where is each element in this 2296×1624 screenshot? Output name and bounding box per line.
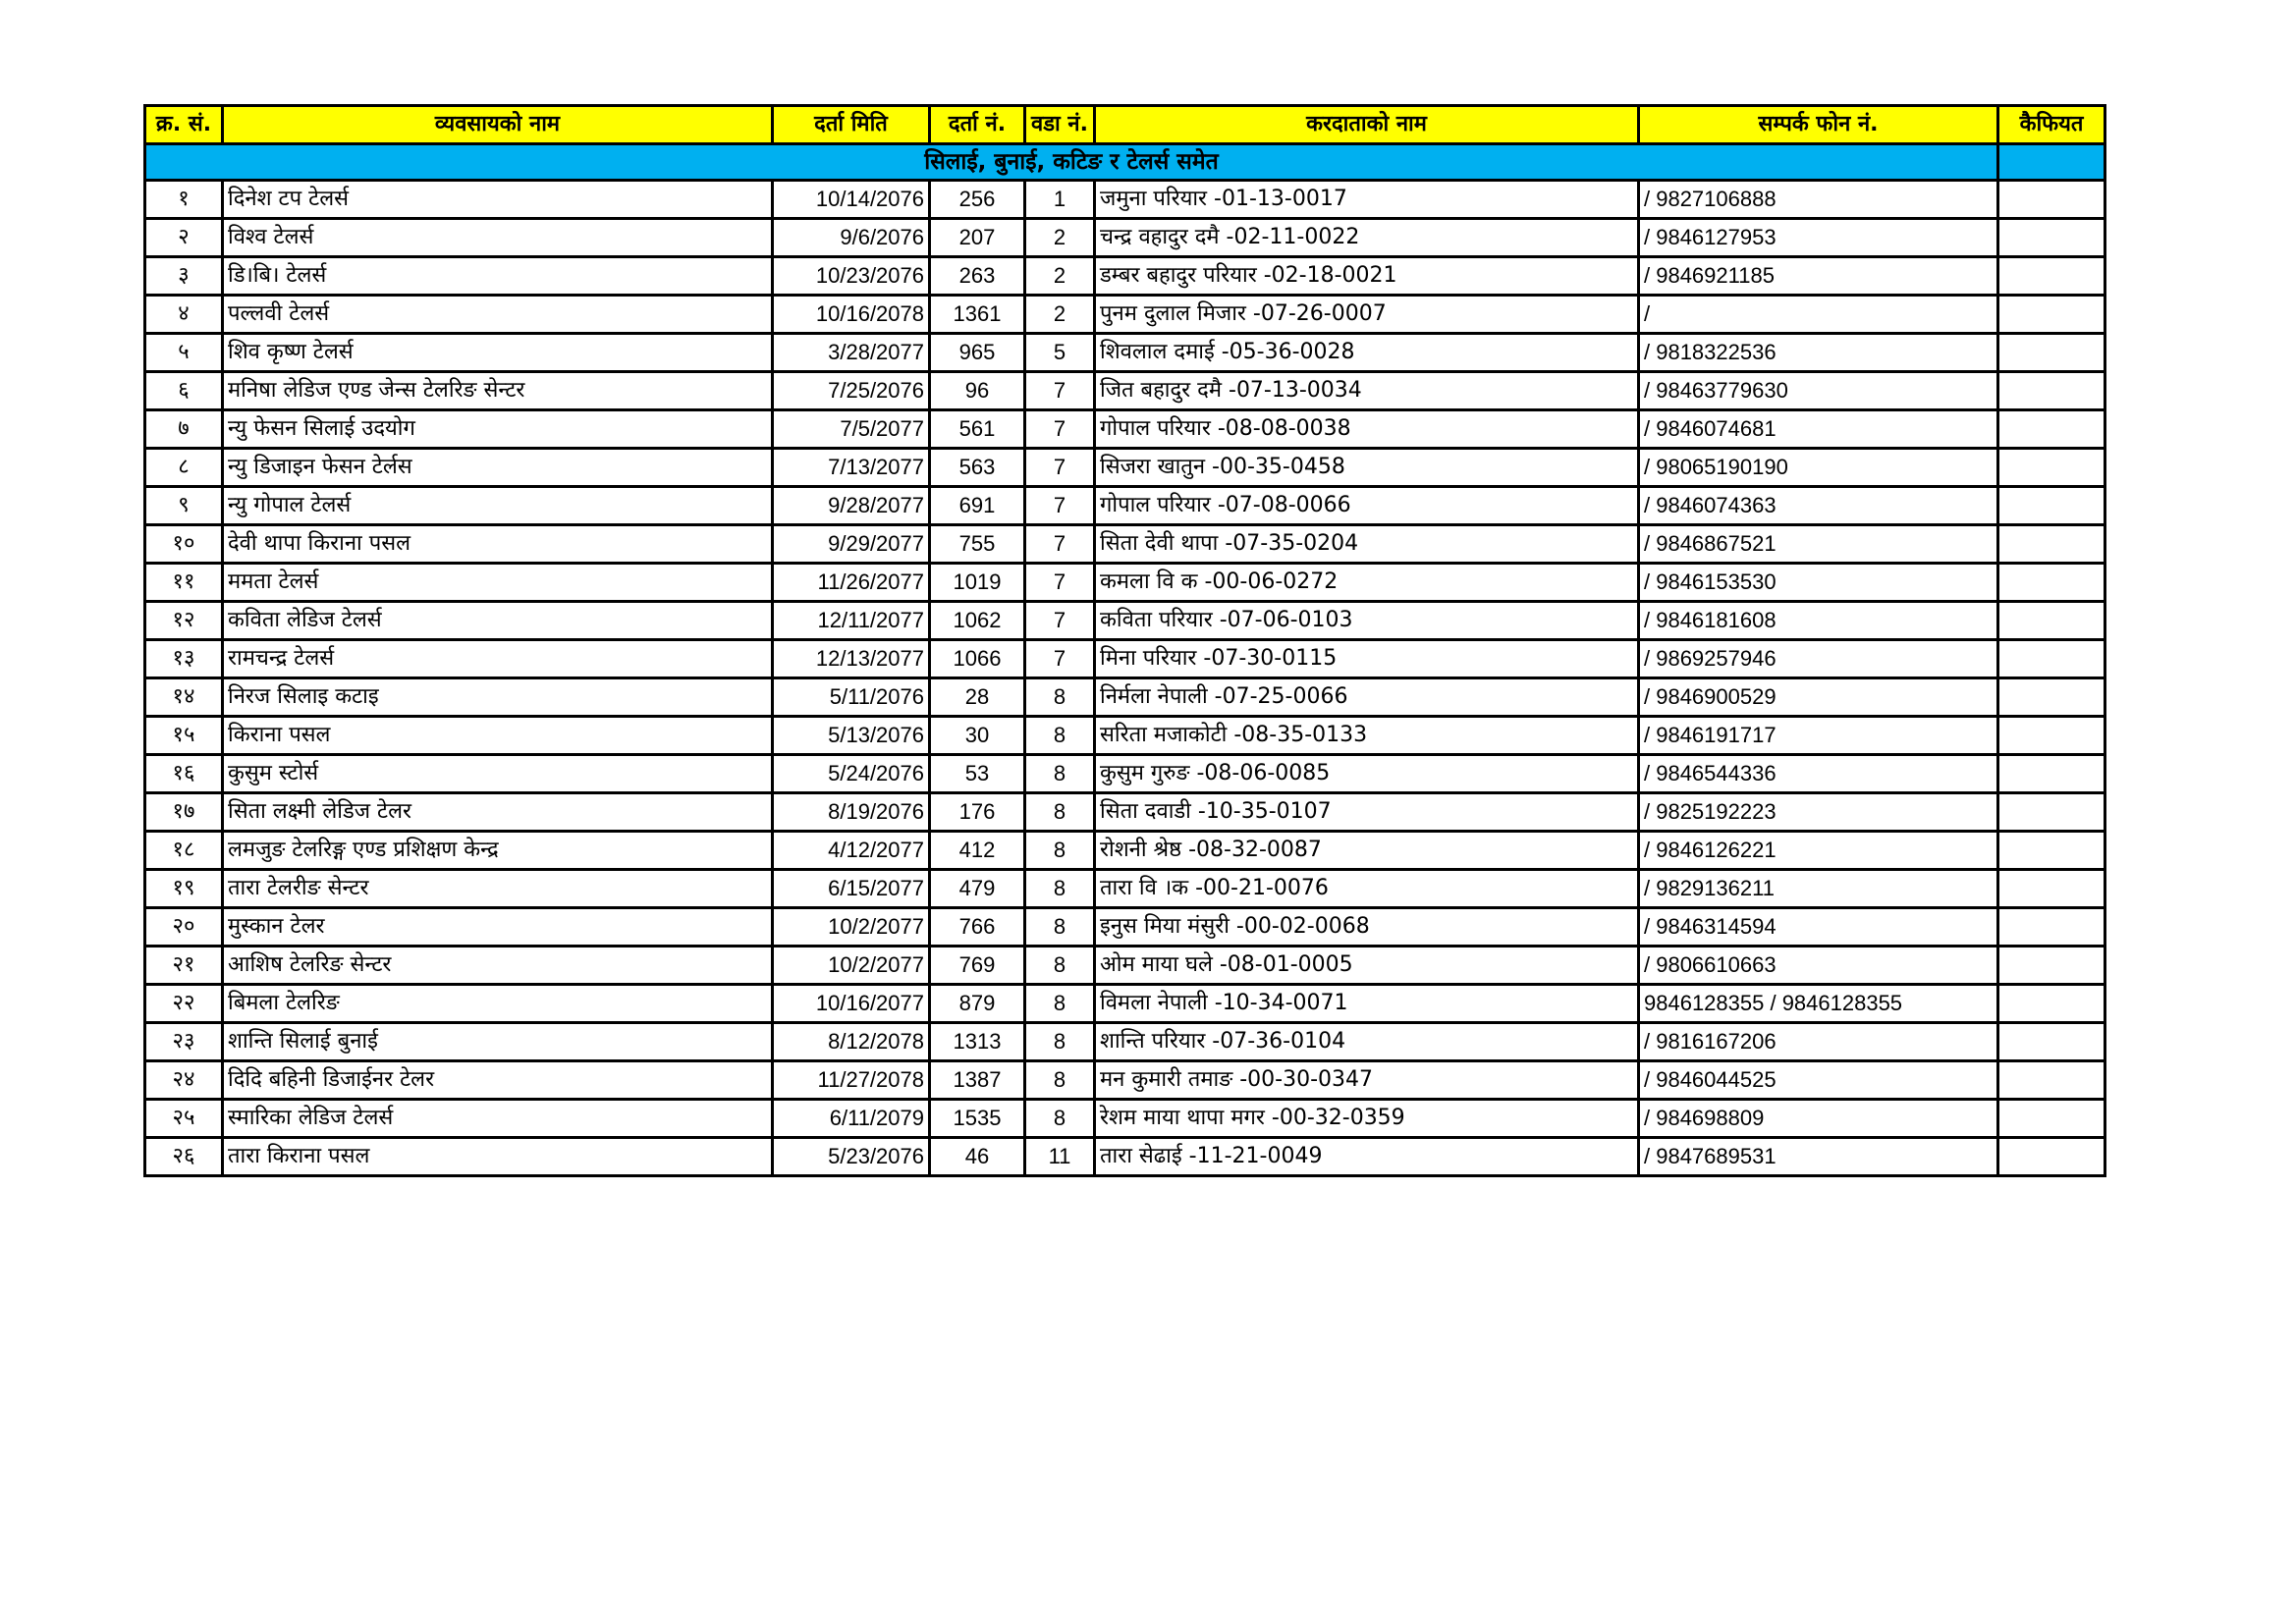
cell-ward-number: 2 [1025, 219, 1095, 257]
cell-remarks [1998, 908, 2105, 947]
table-row [145, 564, 2105, 602]
cell-taxpayer-name: विमला नेपाली -10-34-0071 [1095, 985, 1639, 1023]
cell-serial-number: ११ [145, 564, 223, 602]
cell-contact-phone: / 9825192223 [1639, 793, 1998, 832]
cell-taxpayer-name: जमुना परियार -01-13-0017 [1095, 181, 1639, 219]
table-row [145, 181, 2105, 219]
cell-registration-date: 10/2/2077 [773, 908, 930, 947]
cell-ward-number: 8 [1025, 1023, 1095, 1061]
cell-business-name: लमजुङ टेलरिङ्ग एण्ड प्रशिक्षण केन्द्र [223, 832, 773, 870]
cell-business-name: न्यु डिजाइन फेसन टेर्लस [223, 449, 773, 487]
cell-serial-number: २४ [145, 1061, 223, 1100]
cell-remarks [1998, 334, 2105, 372]
cell-ward-number: 7 [1025, 410, 1095, 449]
cell-serial-number: १९ [145, 870, 223, 908]
cell-registration-date: 9/29/2077 [773, 525, 930, 564]
cell-contact-phone: / 9818322536 [1639, 334, 1998, 372]
cell-serial-number: १७ [145, 793, 223, 832]
table-row [145, 985, 2105, 1023]
cell-remarks [1998, 257, 2105, 296]
header-contact-phone: सम्पर्क फोन नं. [1639, 106, 1998, 144]
cell-remarks [1998, 372, 2105, 410]
cell-registration-date: 12/13/2077 [773, 640, 930, 678]
section-blank-cell [1998, 144, 2105, 181]
cell-registration-date: 11/26/2077 [773, 564, 930, 602]
cell-taxpayer-name: शान्ति परियार -07-36-0104 [1095, 1023, 1639, 1061]
cell-registration-date: 7/25/2076 [773, 372, 930, 410]
cell-remarks [1998, 1023, 2105, 1061]
cell-ward-number: 8 [1025, 717, 1095, 755]
cell-contact-phone: / 9846314594 [1639, 908, 1998, 947]
cell-taxpayer-name: रोशनी श्रेष्ठ -08-32-0087 [1095, 832, 1639, 870]
cell-remarks [1998, 296, 2105, 334]
cell-taxpayer-name: पुनम दुलाल मिजार -07-26-0007 [1095, 296, 1639, 334]
cell-serial-number: ९ [145, 487, 223, 525]
cell-ward-number: 7 [1025, 602, 1095, 640]
table-row [145, 525, 2105, 564]
cell-remarks [1998, 947, 2105, 985]
cell-contact-phone: / 9827106888 [1639, 181, 1998, 219]
cell-business-name: मुस्कान टेलर [223, 908, 773, 947]
cell-business-name: न्यु फेसन सिलाई उदयोग [223, 410, 773, 449]
cell-registration-number: 1019 [930, 564, 1025, 602]
cell-registration-date: 10/2/2077 [773, 947, 930, 985]
cell-taxpayer-name: कविता परियार -07-06-0103 [1095, 602, 1639, 640]
cell-ward-number: 7 [1025, 525, 1095, 564]
cell-remarks [1998, 640, 2105, 678]
cell-business-name: दिदि बहिनी डिजाईनर टेलर [223, 1061, 773, 1100]
cell-contact-phone: / 9846191717 [1639, 717, 1998, 755]
cell-ward-number: 2 [1025, 257, 1095, 296]
cell-registration-date: 8/19/2076 [773, 793, 930, 832]
cell-serial-number: ७ [145, 410, 223, 449]
cell-contact-phone: / 9846074363 [1639, 487, 1998, 525]
cell-registration-date: 11/27/2078 [773, 1061, 930, 1100]
cell-business-name: देवी थापा किराना पसल [223, 525, 773, 564]
cell-contact-phone: / 9846044525 [1639, 1061, 1998, 1100]
cell-remarks [1998, 181, 2105, 219]
cell-remarks [1998, 717, 2105, 755]
cell-registration-number: 1313 [930, 1023, 1025, 1061]
cell-registration-number: 1387 [930, 1061, 1025, 1100]
cell-business-name: शिव कृष्ण टेलर्स [223, 334, 773, 372]
table-row [145, 219, 2105, 257]
cell-registration-number: 965 [930, 334, 1025, 372]
cell-registration-date: 9/6/2076 [773, 219, 930, 257]
cell-taxpayer-name: निर्मला नेपाली -07-25-0066 [1095, 678, 1639, 717]
header-row [145, 106, 2105, 144]
cell-registration-number: 1066 [930, 640, 1025, 678]
cell-remarks [1998, 602, 2105, 640]
cell-ward-number: 8 [1025, 1100, 1095, 1138]
table-row [145, 678, 2105, 717]
cell-registration-number: 256 [930, 181, 1025, 219]
table-row [145, 793, 2105, 832]
table-row [145, 717, 2105, 755]
cell-registration-number: 879 [930, 985, 1025, 1023]
cell-taxpayer-name: गोपाल परियार -08-08-0038 [1095, 410, 1639, 449]
section-row [145, 144, 2105, 181]
cell-serial-number: २५ [145, 1100, 223, 1138]
cell-remarks [1998, 870, 2105, 908]
cell-remarks [1998, 985, 2105, 1023]
cell-business-name: कुसुम स्टोर्स [223, 755, 773, 793]
cell-ward-number: 8 [1025, 678, 1095, 717]
cell-contact-phone: 9846128355 / 9846128355 [1639, 985, 1998, 1023]
cell-taxpayer-name: इनुस मिया मंसुरी -00-02-0068 [1095, 908, 1639, 947]
cell-contact-phone: / 9829136211 [1639, 870, 1998, 908]
cell-business-name: आशिष टेलरिङ सेन्टर [223, 947, 773, 985]
cell-ward-number: 8 [1025, 755, 1095, 793]
cell-serial-number: १ [145, 181, 223, 219]
cell-serial-number: २० [145, 908, 223, 947]
cell-serial-number: ५ [145, 334, 223, 372]
cell-taxpayer-name: चन्द्र वहादुर दमै -02-11-0022 [1095, 219, 1639, 257]
cell-remarks [1998, 487, 2105, 525]
cell-remarks [1998, 219, 2105, 257]
cell-business-name: तारा टेलरीङ सेन्टर [223, 870, 773, 908]
cell-contact-phone: / 9846126221 [1639, 832, 1998, 870]
cell-serial-number: १८ [145, 832, 223, 870]
cell-registration-number: 96 [930, 372, 1025, 410]
cell-registration-date: 6/15/2077 [773, 870, 930, 908]
cell-registration-number: 1535 [930, 1100, 1025, 1138]
cell-contact-phone: / 9816167206 [1639, 1023, 1998, 1061]
header-taxpayer-name: करदाताको नाम [1095, 106, 1639, 144]
cell-taxpayer-name: जित बहादुर दमै -07-13-0034 [1095, 372, 1639, 410]
cell-remarks [1998, 832, 2105, 870]
cell-taxpayer-name: रेशम माया थापा मगर -00-32-0359 [1095, 1100, 1639, 1138]
cell-ward-number: 7 [1025, 487, 1095, 525]
cell-business-name: पल्लवी टेलर्स [223, 296, 773, 334]
header-remarks: कैफियत [1998, 106, 2105, 144]
cell-registration-date: 6/11/2079 [773, 1100, 930, 1138]
cell-contact-phone: / 9846153530 [1639, 564, 1998, 602]
cell-registration-date: 12/11/2077 [773, 602, 930, 640]
cell-registration-number: 263 [930, 257, 1025, 296]
cell-remarks [1998, 1100, 2105, 1138]
cell-registration-number: 412 [930, 832, 1025, 870]
cell-serial-number: १५ [145, 717, 223, 755]
cell-remarks [1998, 525, 2105, 564]
cell-business-name: दिनेश टप टेलर्स [223, 181, 773, 219]
cell-contact-phone: / 9846181608 [1639, 602, 1998, 640]
table-row [145, 372, 2105, 410]
cell-registration-date: 10/16/2077 [773, 985, 930, 1023]
cell-business-name: तारा किराना पसल [223, 1138, 773, 1176]
cell-registration-date: 5/23/2076 [773, 1138, 930, 1176]
header-registration-number: दर्ता नं. [930, 106, 1025, 144]
cell-taxpayer-name: शिवलाल दमाई -05-36-0028 [1095, 334, 1639, 372]
cell-registration-number: 53 [930, 755, 1025, 793]
table-header [145, 106, 2105, 144]
cell-ward-number: 8 [1025, 985, 1095, 1023]
cell-registration-date: 5/11/2076 [773, 678, 930, 717]
cell-business-name: विश्व टेलर्स [223, 219, 773, 257]
cell-business-name: किराना पसल [223, 717, 773, 755]
cell-registration-number: 1361 [930, 296, 1025, 334]
cell-contact-phone: / 9846900529 [1639, 678, 1998, 717]
cell-business-name: सिता लक्ष्मी लेडिज टेलर [223, 793, 773, 832]
cell-registration-date: 5/13/2076 [773, 717, 930, 755]
header-ward-number: वडा नं. [1025, 106, 1095, 144]
cell-taxpayer-name: मन कुमारी तमाङ -00-30-0347 [1095, 1061, 1639, 1100]
table-body [145, 144, 2105, 1176]
table-row [145, 257, 2105, 296]
cell-registration-date: 10/23/2076 [773, 257, 930, 296]
table-row [145, 1023, 2105, 1061]
cell-remarks [1998, 449, 2105, 487]
cell-serial-number: २६ [145, 1138, 223, 1176]
cell-business-name: मनिषा लेडिज एण्ड जेन्स टेलरिङ सेन्टर [223, 372, 773, 410]
cell-registration-number: 479 [930, 870, 1025, 908]
cell-business-name: स्मारिका लेडिज टेलर्स [223, 1100, 773, 1138]
cell-registration-number: 1062 [930, 602, 1025, 640]
cell-serial-number: ६ [145, 372, 223, 410]
cell-registration-number: 766 [930, 908, 1025, 947]
cell-remarks [1998, 564, 2105, 602]
cell-registration-date: 9/28/2077 [773, 487, 930, 525]
cell-business-name: ममता टेलर्स [223, 564, 773, 602]
cell-registration-number: 207 [930, 219, 1025, 257]
cell-contact-phone: / 9846867521 [1639, 525, 1998, 564]
cell-ward-number: 11 [1025, 1138, 1095, 1176]
cell-serial-number: ४ [145, 296, 223, 334]
cell-registration-date: 10/16/2078 [773, 296, 930, 334]
cell-registration-number: 176 [930, 793, 1025, 832]
cell-business-name: रामचन्द्र टेलर्स [223, 640, 773, 678]
cell-registration-number: 30 [930, 717, 1025, 755]
cell-ward-number: 7 [1025, 449, 1095, 487]
cell-business-name: शान्ति सिलाई बुनाई [223, 1023, 773, 1061]
cell-serial-number: १० [145, 525, 223, 564]
cell-registration-date: 3/28/2077 [773, 334, 930, 372]
table-row [145, 755, 2105, 793]
cell-serial-number: ३ [145, 257, 223, 296]
cell-business-name: कविता लेडिज टेलर्स [223, 602, 773, 640]
cell-contact-phone: / 9846544336 [1639, 755, 1998, 793]
cell-taxpayer-name: डम्बर बहादुर परियार -02-18-0021 [1095, 257, 1639, 296]
cell-serial-number: ८ [145, 449, 223, 487]
cell-serial-number: २३ [145, 1023, 223, 1061]
table-row [145, 640, 2105, 678]
cell-ward-number: 8 [1025, 908, 1095, 947]
cell-remarks [1998, 755, 2105, 793]
table-row [145, 602, 2105, 640]
cell-taxpayer-name: ओम माया घले -08-01-0005 [1095, 947, 1639, 985]
cell-registration-date: 7/5/2077 [773, 410, 930, 449]
cell-ward-number: 2 [1025, 296, 1095, 334]
cell-serial-number: १४ [145, 678, 223, 717]
cell-taxpayer-name: सिता दवाडी -10-35-0107 [1095, 793, 1639, 832]
table-row [145, 449, 2105, 487]
cell-ward-number: 5 [1025, 334, 1095, 372]
cell-business-name: निरज सिलाइ कटाइ [223, 678, 773, 717]
cell-registration-date: 10/14/2076 [773, 181, 930, 219]
cell-remarks [1998, 1138, 2105, 1176]
cell-registration-date: 8/12/2078 [773, 1023, 930, 1061]
cell-contact-phone: / 9846921185 [1639, 257, 1998, 296]
cell-registration-date: 5/24/2076 [773, 755, 930, 793]
cell-taxpayer-name: सिता देवी थापा -07-35-0204 [1095, 525, 1639, 564]
table-row [145, 832, 2105, 870]
cell-ward-number: 7 [1025, 640, 1095, 678]
table-row [145, 1061, 2105, 1100]
table-row [145, 296, 2105, 334]
cell-taxpayer-name: कुसुम गुरुङ -08-06-0085 [1095, 755, 1639, 793]
table-row [145, 410, 2105, 449]
cell-contact-phone: / 9847689531 [1639, 1138, 1998, 1176]
cell-registration-number: 691 [930, 487, 1025, 525]
cell-remarks [1998, 678, 2105, 717]
table-row [145, 870, 2105, 908]
cell-serial-number: १३ [145, 640, 223, 678]
cell-contact-phone: / [1639, 296, 1998, 334]
cell-remarks [1998, 410, 2105, 449]
cell-serial-number: २२ [145, 985, 223, 1023]
cell-serial-number: १२ [145, 602, 223, 640]
cell-ward-number: 8 [1025, 832, 1095, 870]
cell-taxpayer-name: गोपाल परियार -07-08-0066 [1095, 487, 1639, 525]
table-row [145, 487, 2105, 525]
cell-ward-number: 8 [1025, 870, 1095, 908]
cell-remarks [1998, 1061, 2105, 1100]
table-row [145, 947, 2105, 985]
table-row [145, 1138, 2105, 1176]
cell-registration-date: 4/12/2077 [773, 832, 930, 870]
cell-registration-number: 755 [930, 525, 1025, 564]
cell-taxpayer-name: सरिता मजाकोटी -08-35-0133 [1095, 717, 1639, 755]
cell-business-name: न्यु गोपाल टेलर्स [223, 487, 773, 525]
cell-registration-number: 561 [930, 410, 1025, 449]
cell-taxpayer-name: मिना परियार -07-30-0115 [1095, 640, 1639, 678]
cell-ward-number: 1 [1025, 181, 1095, 219]
cell-ward-number: 7 [1025, 564, 1095, 602]
cell-contact-phone: / 9806610663 [1639, 947, 1998, 985]
business-register-table [143, 104, 2106, 1177]
cell-ward-number: 8 [1025, 793, 1095, 832]
cell-business-name: डि।बि। टेलर्स [223, 257, 773, 296]
cell-taxpayer-name: तारा सेढाई -11-21-0049 [1095, 1138, 1639, 1176]
cell-contact-phone: / 9869257946 [1639, 640, 1998, 678]
header-registration-date: दर्ता मिति [773, 106, 930, 144]
cell-ward-number: 7 [1025, 372, 1095, 410]
cell-business-name: बिमला टेलरिङ [223, 985, 773, 1023]
cell-serial-number: १६ [145, 755, 223, 793]
cell-taxpayer-name: कमला वि क -00-06-0272 [1095, 564, 1639, 602]
cell-registration-number: 769 [930, 947, 1025, 985]
cell-contact-phone: / 98065190190 [1639, 449, 1998, 487]
cell-ward-number: 8 [1025, 1061, 1095, 1100]
cell-taxpayer-name: सिजरा खातुन -00-35-0458 [1095, 449, 1639, 487]
cell-serial-number: २ [145, 219, 223, 257]
cell-contact-phone: / 98463779630 [1639, 372, 1998, 410]
header-business-name: व्यवसायको नाम [223, 106, 773, 144]
cell-contact-phone: / 9846074681 [1639, 410, 1998, 449]
cell-ward-number: 8 [1025, 947, 1095, 985]
cell-remarks [1998, 793, 2105, 832]
register-sheet [143, 104, 2104, 1177]
cell-registration-number: 28 [930, 678, 1025, 717]
cell-contact-phone: / 984698809 [1639, 1100, 1998, 1138]
cell-serial-number: २१ [145, 947, 223, 985]
cell-registration-number: 563 [930, 449, 1025, 487]
table-row [145, 1100, 2105, 1138]
header-serial-number: क्र. सं. [145, 106, 223, 144]
table-row [145, 334, 2105, 372]
cell-contact-phone: / 9846127953 [1639, 219, 1998, 257]
cell-taxpayer-name: तारा वि ।क -00-21-0076 [1095, 870, 1639, 908]
cell-registration-date: 7/13/2077 [773, 449, 930, 487]
section-title: सिलाई, बुनाई, कटिङ र टेलर्स समेत [145, 144, 1998, 181]
table-row [145, 908, 2105, 947]
cell-registration-number: 46 [930, 1138, 1025, 1176]
